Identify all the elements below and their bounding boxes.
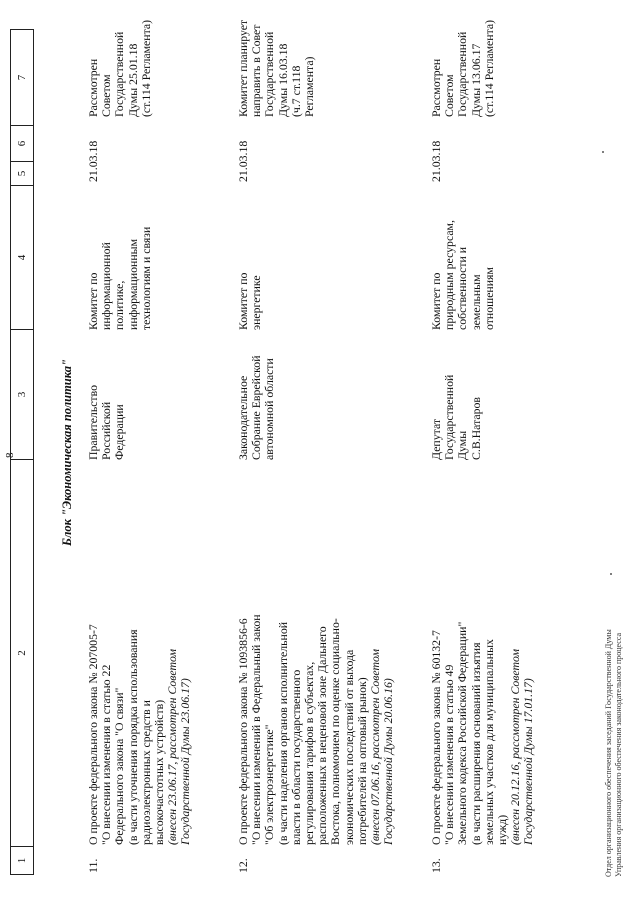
column-header-4: 4 <box>11 185 33 329</box>
text-line: Государственной Думы 17.01.17) <box>521 678 536 845</box>
text-line: (в части уточнения порядка использования <box>125 629 140 845</box>
text-line: информационным <box>125 238 140 330</box>
text-line: Государственной <box>442 374 457 460</box>
text-line: информационной <box>99 242 114 330</box>
text-line: С.В.Натаров <box>468 397 483 460</box>
bill-author <box>87 338 127 460</box>
text-line: Востока, полномочием по оценке социально- <box>328 618 343 845</box>
row-number: 12. <box>236 858 250 873</box>
column-header-7: 7 <box>16 74 28 81</box>
column-header-row <box>10 29 34 875</box>
text-line: "О внесении изменения в статью 22 <box>99 664 114 845</box>
text-line: Собрание Еврейской <box>249 355 264 460</box>
text-line: земельным <box>468 274 483 330</box>
row-number: 11. <box>86 858 100 873</box>
block-title: Блок "Экономическая политика" <box>60 359 74 546</box>
text-line: власти в области государственного <box>288 669 303 845</box>
scan-speck <box>602 151 604 153</box>
text-line: Думы 13.06.17 <box>468 43 483 117</box>
text-line: "О внесении изменения в статью 49 <box>442 664 457 845</box>
column-header-1: 1 <box>11 846 33 874</box>
bill-description <box>87 485 193 845</box>
text-line: Федерального закона "О связи" <box>112 687 127 845</box>
text-line: Федерации <box>112 404 127 460</box>
text-line: Государственной <box>112 31 127 117</box>
text-line: экономических последствий от выхода <box>341 649 356 845</box>
text-line: Российской <box>99 401 114 460</box>
text-line: автономной области <box>262 358 277 460</box>
text-line: Комитет планирует <box>236 19 250 117</box>
review-status <box>87 7 153 117</box>
text-line: политике, <box>112 280 127 330</box>
text-line: Государственной Думы 20.06.16) <box>381 678 396 845</box>
text-line: Думы <box>455 430 470 460</box>
text-line: Государственной Думы 23.06.17) <box>178 678 193 845</box>
bill-author <box>430 338 483 460</box>
text-line: направить в Совет <box>249 24 264 117</box>
text-line: О проекте федерального закона № 1093856-6 <box>236 618 250 845</box>
text-line: Земельного кодекса Российской Федерации" <box>455 621 470 845</box>
text-line: регулирования тарифов в субъектах, <box>302 661 317 845</box>
text-line: О проекте федерального закона № 207005-7 <box>86 624 100 845</box>
review-date: 21.03.18 <box>86 140 100 182</box>
row-number: 13. <box>429 858 443 873</box>
column-header-5: 5 <box>11 161 33 185</box>
column-header-3: 3 <box>11 329 33 459</box>
bill-description <box>430 485 536 845</box>
text-line: отношениям <box>481 267 496 330</box>
bill-author <box>237 338 277 460</box>
text-line: "Об электроэнергетике" <box>262 724 277 845</box>
text-line: земельных участков для муниципальных <box>481 639 496 845</box>
text-line: (внесен 20.12.16, рассмотрен Советом <box>508 649 523 845</box>
text-line: расположенных в неценовой зоне Дальнего <box>315 626 330 845</box>
text-line: (в части расширения оснований изъятия <box>468 642 483 845</box>
text-line: энергетике <box>249 275 264 330</box>
text-line: высокочастотных устройств) <box>152 699 167 845</box>
text-line: Депутат <box>429 418 443 460</box>
text-line: Рассмотрен <box>429 58 443 117</box>
column-header-2: 2 <box>11 459 33 846</box>
text-line: Государственной <box>455 31 470 117</box>
footer-line-1: Отдел организационного обеспечения заседаний Государственной Думы <box>604 629 613 877</box>
scan-speck <box>610 573 612 575</box>
review-status <box>430 7 496 117</box>
text-line: Комитет по <box>86 272 100 330</box>
text-line: Советом <box>99 74 114 117</box>
text-line: Комитет по <box>429 272 443 330</box>
text-line: (ст.114 Регламента) <box>481 19 496 117</box>
text-line: Рассмотрен <box>86 58 100 117</box>
text-line: природным ресурсам, <box>442 220 457 330</box>
page-number: 8 <box>4 452 16 458</box>
column-header-6: 6 <box>11 125 33 161</box>
text-line: Правительство <box>86 385 100 460</box>
text-line: нужд) <box>495 814 510 845</box>
review-date: 21.03.18 <box>429 140 443 182</box>
bill-description <box>237 485 395 845</box>
text-line: потребителей на оптовый рынок) <box>354 677 369 845</box>
text-line: (внесен 23.06.17, рассмотрен Советом <box>165 649 180 845</box>
text-line: О проекте федерального закона № 60132-7 <box>429 630 443 845</box>
review-date: 21.03.18 <box>236 140 250 182</box>
footer-line-2: Управления организационного обеспечения законодательного процесса <box>614 632 623 877</box>
text-line: Государственной <box>262 31 277 117</box>
text-line: Законодательное <box>236 375 250 460</box>
text-line: радиоэлектронных средств и <box>138 700 153 845</box>
text-line: Регламента) <box>302 56 317 117</box>
text-line: Комитет по <box>236 272 250 330</box>
text-line: (в части наделения органов исполнительной <box>275 621 290 845</box>
responsible-committee <box>237 200 263 330</box>
text-line: собственности и <box>455 246 470 330</box>
text-line: Думы 25.01.18 <box>125 43 140 117</box>
review-status <box>237 7 316 117</box>
text-line: технологиям и связи <box>138 226 153 330</box>
text-line: Советом <box>442 74 457 117</box>
text-line: Думы 16.03.18 <box>275 43 290 117</box>
responsible-committee <box>87 200 153 330</box>
text-line: (ст.114 Регламента) <box>138 19 153 117</box>
responsible-committee <box>430 200 496 330</box>
text-line: (внесен 07.06.16, рассмотрен Советом <box>368 649 383 845</box>
text-line: (ч.7 ст.118 <box>288 65 303 117</box>
footer <box>604 629 624 877</box>
text-line: "О внесении изменений в Федеральный закон <box>249 614 264 845</box>
